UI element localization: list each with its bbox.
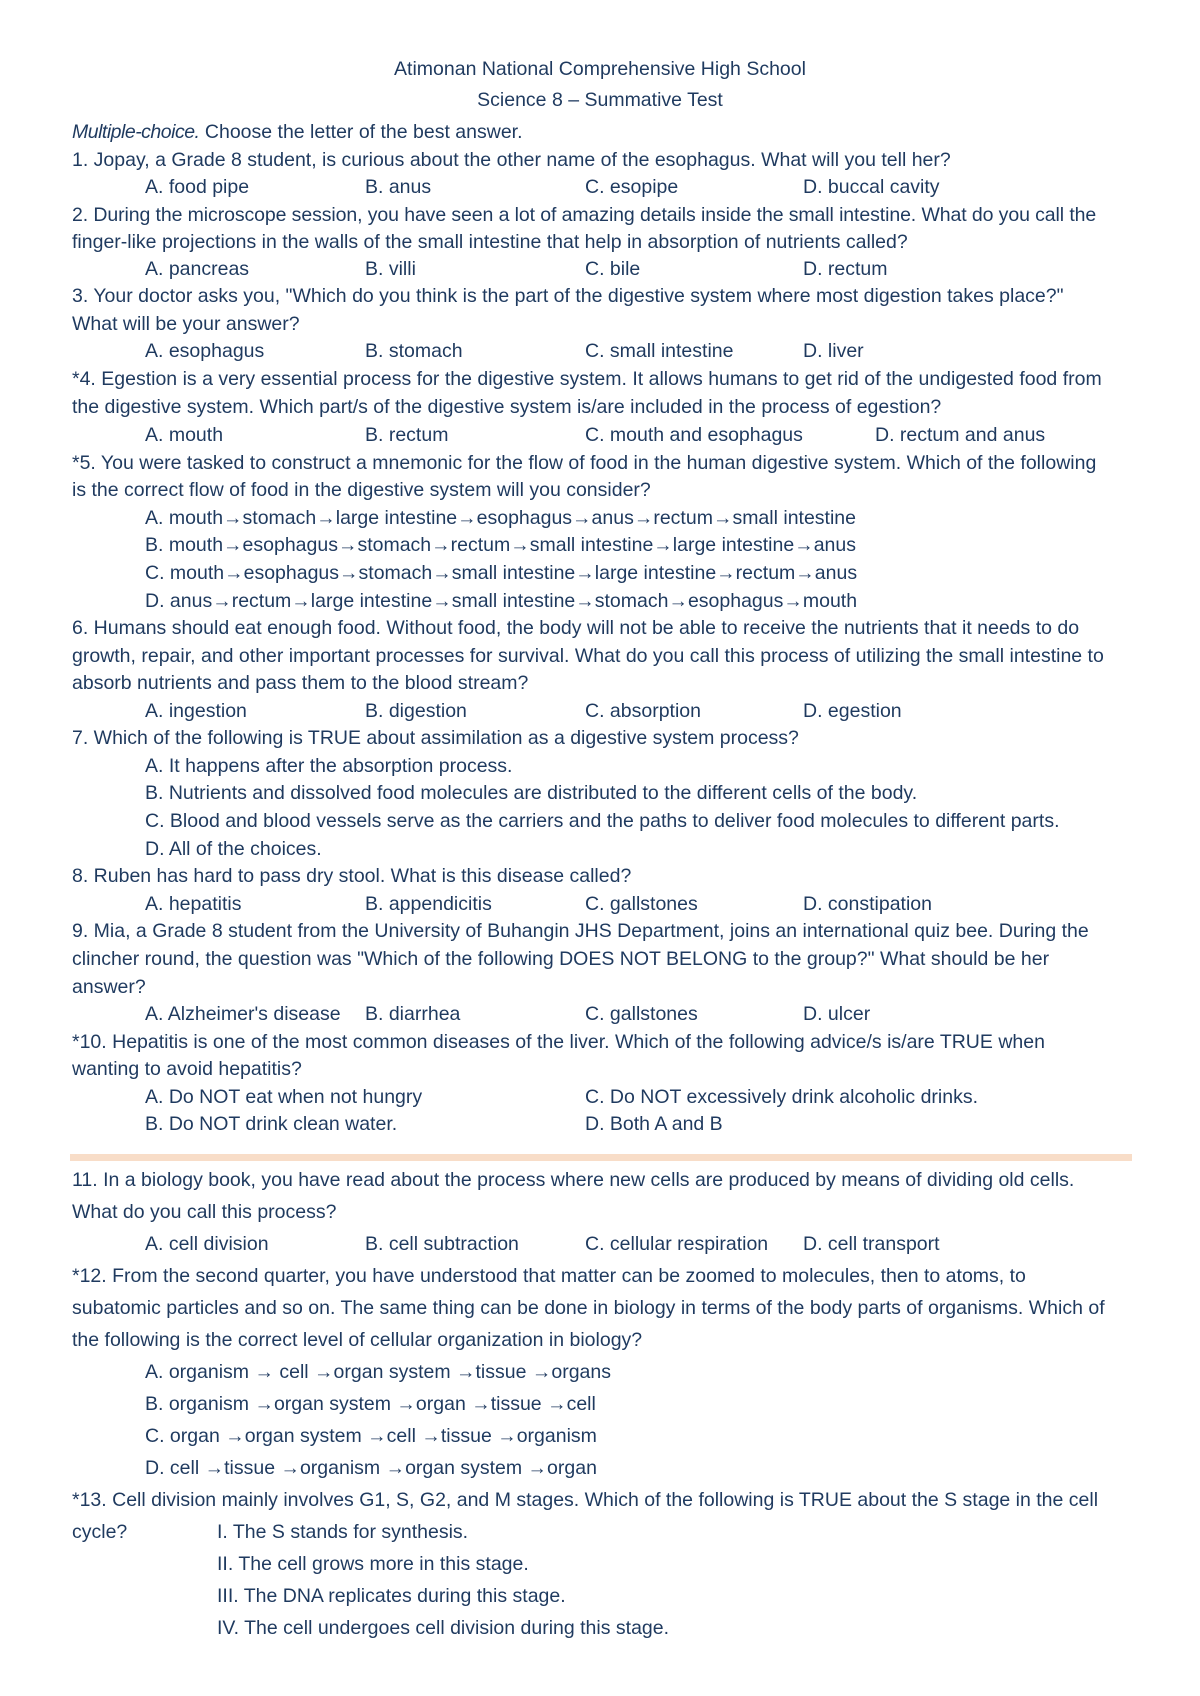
question-9-stem-line-2: clincher round, the question was "Which of the following DOES NOT BELONG to the group?" What should be her (72, 948, 1050, 970)
q2-option-c: C. bile (585, 258, 641, 280)
question-10-stem-line-2: wanting to avoid hepatitis? (72, 1058, 302, 1080)
question-13-stem-line-1: *13. Cell division mainly involves G1, S, G2, and M stages. Which of the following is TRUE about the S stage in the cell (72, 1489, 1099, 1511)
instructions-type: Multiple-choice. (72, 121, 200, 143)
q5-option-d: D. anus→rectum→large intestine→small intestine→stomach→esophagus→mouth (145, 590, 858, 612)
question-6-stem-line-3: absorb nutrients and pass them to the blood stream? (72, 672, 529, 694)
q8-option-d: D. constipation (803, 893, 932, 915)
q9-option-d: D. ulcer (803, 1003, 871, 1025)
q4-option-b: B. rectum (365, 424, 449, 446)
q9-option-a: A. Alzheimer's disease (145, 1003, 341, 1025)
q13-statement-2: II. The cell grows more in this stage. (217, 1553, 529, 1575)
q7-option-d: D. All of the choices. (145, 838, 322, 860)
question-3-stem-line-2: What will be your answer? (72, 313, 300, 335)
q3-option-a: A. esophagus (145, 340, 265, 362)
q3-option-c: C. small intestine (585, 340, 734, 362)
q5-option-c: C. mouth→esophagus→stomach→small intestine→large intestine→rectum→anus (145, 562, 858, 584)
question-8-stem: 8. Ruben has hard to pass dry stool. What is this disease called? (72, 865, 632, 887)
question-12-stem-line-3: the following is the correct level of cellular organization in biology? (72, 1329, 643, 1351)
q6-option-c: C. absorption (585, 700, 701, 722)
q1-option-a: A. food pipe (145, 176, 250, 198)
question-6-stem-line-2: growth, repair, and other important processes for survival. What do you call this process of utilizing the small intestine to (72, 645, 1104, 667)
question-5-stem-line-2: is the correct flow of food in the digestive system will you consider? (72, 479, 651, 501)
question-12-stem-line-2: subatomic particles and so on. The same thing can be done in biology in terms of the body parts of organisms. Which of (72, 1297, 1105, 1319)
q8-option-b: B. appendicitis (365, 893, 492, 915)
question-4-stem-line-1: *4. Egestion is a very essential process for the digestive system. It allows humans to get rid of the undigested food from (72, 368, 1102, 390)
q8-option-c: C. gallstones (585, 893, 698, 915)
q11-option-a: A. cell division (145, 1233, 269, 1255)
q9-option-c: C. gallstones (585, 1003, 698, 1025)
question-9-stem-line-1: 9. Mia, a Grade 8 student from the University of Buhangin JHS Department, joins an international quiz bee. During the (72, 920, 1089, 942)
q2-option-a: A. pancreas (145, 258, 250, 280)
question-4-stem-line-2: the digestive system. Which part/s of the digestive system is/are included in the process of egestion? (72, 396, 942, 418)
q2-option-b: B. villi (365, 258, 416, 280)
q13-statement-1: I. The S stands for synthesis. (217, 1521, 469, 1543)
question-5-stem-line-1: *5. You were tasked to construct a mnemonic for the flow of food in the human digestive system. Which of the following (72, 452, 1097, 474)
q8-option-a: A. hepatitis (145, 893, 242, 915)
test-title: Science 8 – Summative Test (477, 89, 723, 111)
q1-option-b: B. anus (365, 176, 432, 198)
q10-option-a: A. Do NOT eat when not hungry (145, 1086, 423, 1108)
section-divider (70, 1154, 1132, 1161)
q5-option-b: B. mouth→esophagus→stomach→rectum→small intestine→large intestine→anus (145, 534, 856, 556)
q12-option-a: A. organism → cell →organ system →tissue →organs (145, 1361, 612, 1383)
q10-option-b: B. Do NOT drink clean water. (145, 1113, 398, 1135)
q6-option-a: A. ingestion (145, 700, 247, 722)
q3-option-d: D. liver (803, 340, 864, 362)
question-6-stem-line-1: 6. Humans should eat enough food. Without food, the body will not be able to receive the nutrients that it needs to do (72, 617, 1080, 639)
question-7-stem: 7. Which of the following is TRUE about assimilation as a digestive system process? (72, 727, 799, 749)
q6-option-b: B. digestion (365, 700, 467, 722)
q10-option-c: C. Do NOT excessively drink alcoholic drinks. (585, 1086, 979, 1108)
q13-statement-3: III. The DNA replicates during this stage. (217, 1585, 566, 1607)
q4-option-a: A. mouth (145, 424, 224, 446)
q5-option-a: A. mouth→stomach→large intestine→esophagus→anus→rectum→small intestine (145, 507, 856, 529)
q4-option-c: C. mouth and esophagus (585, 424, 803, 446)
q13-statement-4: IV. The cell undergoes cell division during this stage. (217, 1617, 670, 1639)
question-10-stem-line-1: *10. Hepatitis is one of the most common diseases of the liver. Which of the following advice/s is/are TRUE when (72, 1031, 1045, 1053)
q7-option-b: B. Nutrients and dissolved food molecules are distributed to the different cells of the body. (145, 782, 918, 804)
instructions-text: Choose the letter of the best answer. (199, 121, 523, 143)
q7-option-c: C. Blood and blood vessels serve as the carriers and the paths to deliver food molecules to different parts. (145, 810, 1060, 832)
question-2-stem-line-1: 2. During the microscope session, you have seen a lot of amazing details inside the small intestine. What do you call the (72, 204, 1097, 226)
question-11-stem-line-2: What do you call this process? (72, 1201, 337, 1223)
q6-option-d: D. egestion (803, 700, 902, 722)
q4-option-d: D. rectum and anus (875, 424, 1046, 446)
q7-option-a: A. It happens after the absorption process. (145, 755, 513, 777)
q1-option-d: D. buccal cavity (803, 176, 940, 198)
q10-option-d: D. Both A and B (585, 1113, 723, 1135)
question-3-stem-line-1: 3. Your doctor asks you, "Which do you think is the part of the digestive system where most digestion takes place?" (72, 285, 1064, 307)
question-1-stem: 1. Jopay, a Grade 8 student, is curious about the other name of the esophagus. What will you tell her? (72, 149, 951, 171)
q11-option-d: D. cell transport (803, 1233, 940, 1255)
q11-option-b: B. cell subtraction (365, 1233, 519, 1255)
q12-option-b: B. organism →organ system →organ →tissue →cell (145, 1393, 596, 1415)
question-9-stem-line-3: answer? (72, 976, 146, 998)
q9-option-b: B. diarrhea (365, 1003, 461, 1025)
q1-option-c: C. esopipe (585, 176, 679, 198)
instructions (72, 121, 523, 144)
q12-option-c: C. organ →organ system →cell →tissue →organism (145, 1425, 597, 1447)
school-name: Atimonan National Comprehensive High School (394, 58, 806, 80)
q3-option-b: B. stomach (365, 340, 463, 362)
question-13-stem-line-2: cycle? (72, 1521, 128, 1543)
q2-option-d: D. rectum (803, 258, 888, 280)
q12-option-d: D. cell →tissue →organism →organ system →organ (145, 1457, 597, 1479)
q11-option-c: C. cellular respiration (585, 1233, 769, 1255)
question-11-stem-line-1: 11. In a biology book, you have read about the process where new cells are produced by means of dividing old cells. (72, 1169, 1075, 1191)
question-12-stem-line-1: *12. From the second quarter, you have understood that matter can be zoomed to molecules, then to atoms, to (72, 1265, 1026, 1287)
question-2-stem-line-2: finger-like projections in the walls of the small intestine that help in absorption of nutrients called? (72, 231, 908, 253)
